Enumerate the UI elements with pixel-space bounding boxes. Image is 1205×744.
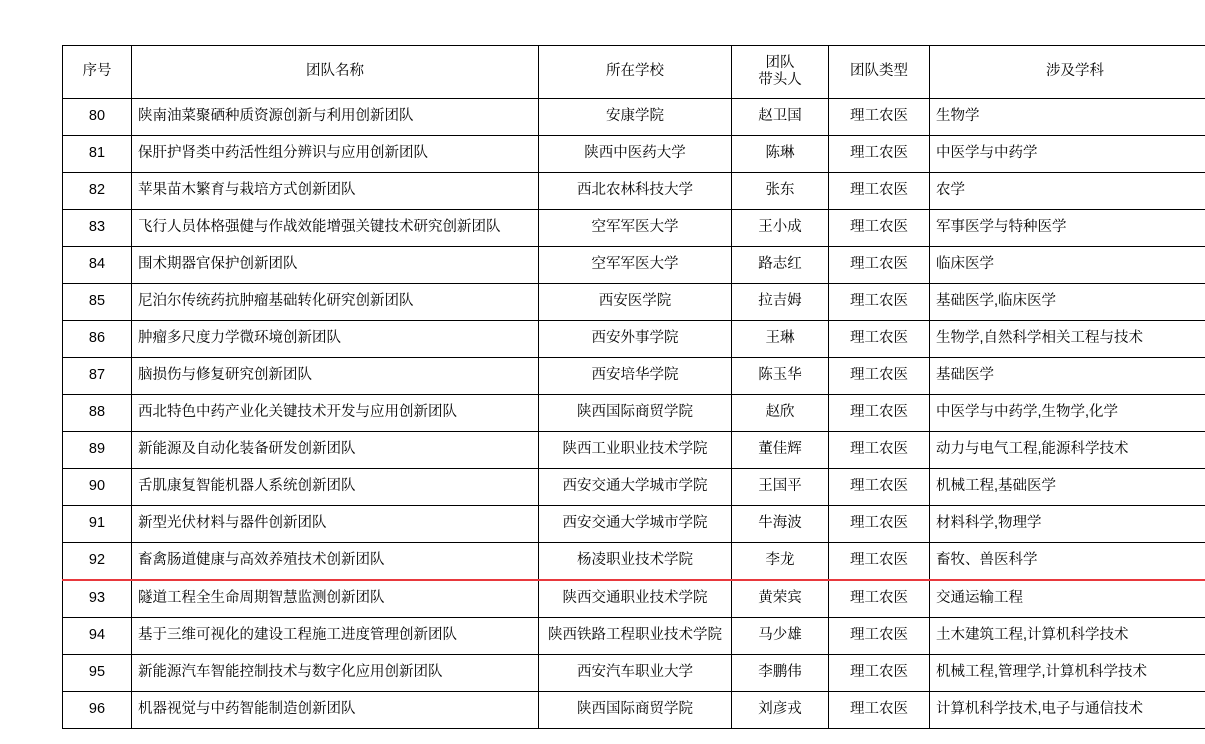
cell-seq: 80 (63, 99, 132, 136)
header-leader-line1: 团队 (765, 54, 795, 71)
cell-team-name: 保肝护肾类中药活性组分辨识与应用创新团队 (132, 136, 539, 173)
cell-leader: 拉吉姆 (732, 284, 829, 321)
cell-team-name: 新型光伏材料与器件创新团队 (132, 506, 539, 543)
cell-team-name: 舌肌康复智能机器人系统创新团队 (132, 469, 539, 506)
cell-leader: 王琳 (732, 321, 829, 358)
header-subject: 涉及学科 (930, 46, 1205, 99)
table-row (63, 395, 1205, 432)
cell-leader: 王国平 (732, 469, 829, 506)
table-row (63, 321, 1205, 358)
cell-subject: 动力与电气工程,能源科学技术 (930, 432, 1205, 469)
cell-subject: 机械工程,管理学,计算机科学技术 (930, 655, 1205, 692)
cell-subject: 基础医学,临床医学 (930, 284, 1205, 321)
cell-team-name: 机器视觉与中药智能制造创新团队 (132, 692, 539, 729)
cell-school: 陕西交通职业技术学院 (539, 580, 732, 618)
cell-school: 西安外事学院 (539, 321, 732, 358)
cell-team-name: 西北特色中药产业化关键技术开发与应用创新团队 (132, 395, 539, 432)
cell-team-name: 陕南油菜聚硒种质资源创新与利用创新团队 (132, 99, 539, 136)
cell-school: 陕西国际商贸学院 (539, 692, 732, 729)
table-row (63, 247, 1205, 284)
header-leader (732, 46, 829, 99)
table-header (63, 46, 1205, 99)
header-leader-line2: 带头人 (758, 72, 802, 88)
header-seq: 序号 (63, 46, 132, 99)
cell-team-type: 理工农医 (829, 99, 930, 136)
team-table-container (62, 45, 1148, 729)
cell-subject: 基础医学 (930, 358, 1205, 395)
cell-subject: 机械工程,基础医学 (930, 469, 1205, 506)
cell-team-type: 理工农医 (829, 432, 930, 469)
cell-team-type: 理工农医 (829, 506, 930, 543)
cell-school: 陕西铁路工程职业技术学院 (539, 618, 732, 655)
cell-seq: 81 (63, 136, 132, 173)
cell-seq: 87 (63, 358, 132, 395)
cell-school: 空军军医大学 (539, 247, 732, 284)
table-row (63, 432, 1205, 469)
cell-team-name: 尼泊尔传统药抗肿瘤基础转化研究创新团队 (132, 284, 539, 321)
cell-subject: 计算机科学技术,电子与通信技术 (930, 692, 1205, 729)
cell-leader: 牛海波 (732, 506, 829, 543)
cell-school: 杨凌职业技术学院 (539, 543, 732, 581)
cell-team-name: 肿瘤多尺度力学微环境创新团队 (132, 321, 539, 358)
cell-seq: 88 (63, 395, 132, 432)
cell-seq: 93 (63, 580, 132, 618)
cell-school: 陕西中医药大学 (539, 136, 732, 173)
cell-team-type: 理工农医 (829, 469, 930, 506)
cell-school: 空军军医大学 (539, 210, 732, 247)
cell-team-name: 飞行人员体格强健与作战效能增强关键技术研究创新团队 (132, 210, 539, 247)
cell-seq: 89 (63, 432, 132, 469)
table-body (63, 99, 1205, 729)
table-row (63, 99, 1205, 136)
cell-subject: 材料科学,物理学 (930, 506, 1205, 543)
cell-leader: 马少雄 (732, 618, 829, 655)
cell-team-type: 理工农医 (829, 543, 930, 581)
cell-team-type: 理工农医 (829, 692, 930, 729)
cell-leader: 张东 (732, 173, 829, 210)
cell-team-type: 理工农医 (829, 618, 930, 655)
table-row (63, 580, 1205, 618)
cell-team-name: 新能源及自动化装备研发创新团队 (132, 432, 539, 469)
cell-seq: 83 (63, 210, 132, 247)
cell-subject: 生物学 (930, 99, 1205, 136)
cell-team-type: 理工农医 (829, 395, 930, 432)
table-row (63, 655, 1205, 692)
cell-leader: 李鹏伟 (732, 655, 829, 692)
cell-team-name: 基于三维可视化的建设工程施工进度管理创新团队 (132, 618, 539, 655)
header-school: 所在学校 (539, 46, 732, 99)
cell-team-type: 理工农医 (829, 655, 930, 692)
cell-team-name: 脑损伤与修复研究创新团队 (132, 358, 539, 395)
cell-seq: 95 (63, 655, 132, 692)
cell-seq: 90 (63, 469, 132, 506)
cell-school: 安康学院 (539, 99, 732, 136)
table-row (63, 618, 1205, 655)
cell-school: 西安培华学院 (539, 358, 732, 395)
cell-leader: 陈琳 (732, 136, 829, 173)
cell-leader: 赵欣 (732, 395, 829, 432)
cell-leader: 董佳辉 (732, 432, 829, 469)
cell-team-name: 苹果苗木繁育与栽培方式创新团队 (132, 173, 539, 210)
header-row (63, 46, 1205, 99)
cell-subject: 中医学与中药学,生物学,化学 (930, 395, 1205, 432)
cell-seq: 91 (63, 506, 132, 543)
cell-leader: 黄荣宾 (732, 580, 829, 618)
table-row (63, 506, 1205, 543)
cell-team-type: 理工农医 (829, 321, 930, 358)
cell-team-type: 理工农医 (829, 358, 930, 395)
cell-team-name: 隧道工程全生命周期智慧监测创新团队 (132, 580, 539, 618)
cell-team-type: 理工农医 (829, 136, 930, 173)
cell-leader: 刘彦戎 (732, 692, 829, 729)
cell-team-type: 理工农医 (829, 173, 930, 210)
cell-subject: 生物学,自然科学相关工程与技术 (930, 321, 1205, 358)
header-team-type: 团队类型 (829, 46, 930, 99)
table-row (63, 136, 1205, 173)
header-team-name: 团队名称 (132, 46, 539, 99)
cell-team-type: 理工农医 (829, 210, 930, 247)
cell-seq: 86 (63, 321, 132, 358)
cell-leader: 路志红 (732, 247, 829, 284)
cell-subject: 农学 (930, 173, 1205, 210)
cell-school: 陕西工业职业技术学院 (539, 432, 732, 469)
team-table (62, 45, 1205, 729)
cell-school: 西安交通大学城市学院 (539, 469, 732, 506)
cell-school: 陕西国际商贸学院 (539, 395, 732, 432)
table-row (63, 692, 1205, 729)
table-row (63, 358, 1205, 395)
cell-leader: 陈玉华 (732, 358, 829, 395)
cell-leader: 王小成 (732, 210, 829, 247)
cell-school: 西北农林科技大学 (539, 173, 732, 210)
cell-team-type: 理工农医 (829, 284, 930, 321)
cell-school: 西安交通大学城市学院 (539, 506, 732, 543)
table-row (63, 284, 1205, 321)
table-row (63, 173, 1205, 210)
cell-subject: 土木建筑工程,计算机科学技术 (930, 618, 1205, 655)
table-row (63, 543, 1205, 581)
cell-seq: 94 (63, 618, 132, 655)
cell-subject: 中医学与中药学 (930, 136, 1205, 173)
cell-subject: 临床医学 (930, 247, 1205, 284)
cell-team-name: 新能源汽车智能控制技术与数字化应用创新团队 (132, 655, 539, 692)
cell-school: 西安汽车职业大学 (539, 655, 732, 692)
cell-team-name: 围术期器官保护创新团队 (132, 247, 539, 284)
cell-team-type: 理工农医 (829, 247, 930, 284)
table-row (63, 469, 1205, 506)
cell-team-name: 畜禽肠道健康与高效养殖技术创新团队 (132, 543, 539, 581)
cell-seq: 92 (63, 543, 132, 581)
table-row (63, 210, 1205, 247)
cell-subject: 交通运输工程 (930, 580, 1205, 618)
cell-school: 西安医学院 (539, 284, 732, 321)
cell-subject: 畜牧、兽医科学 (930, 543, 1205, 581)
cell-seq: 84 (63, 247, 132, 284)
cell-leader: 李龙 (732, 543, 829, 581)
cell-seq: 82 (63, 173, 132, 210)
cell-team-type: 理工农医 (829, 580, 930, 618)
cell-subject: 军事医学与特种医学 (930, 210, 1205, 247)
cell-seq: 85 (63, 284, 132, 321)
cell-seq: 96 (63, 692, 132, 729)
cell-leader: 赵卫国 (732, 99, 829, 136)
